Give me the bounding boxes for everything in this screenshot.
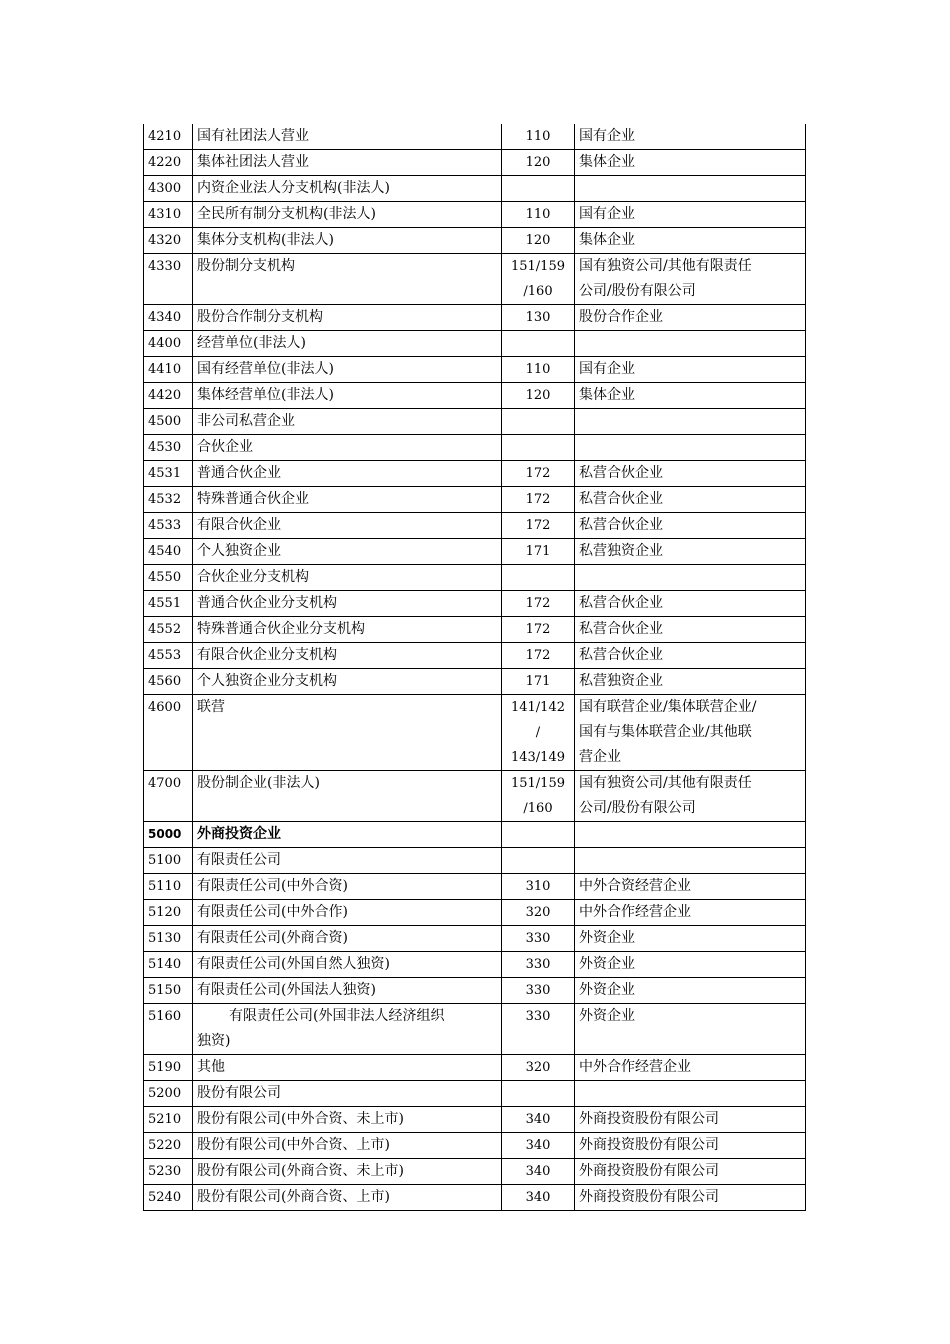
type-number-cell: 120 xyxy=(502,228,575,254)
type-number-cell: 320 xyxy=(502,900,575,926)
name-cell: 个人独资企业分支机构 xyxy=(193,669,502,695)
name-line-2: 独资) xyxy=(197,1033,231,1049)
category-cell xyxy=(575,176,806,202)
table-row xyxy=(144,435,806,461)
category-cell: 外商投资股份有限公司 xyxy=(575,1185,806,1211)
code-cell: 4210 xyxy=(144,124,193,150)
type-number-cell xyxy=(502,565,575,591)
table-row xyxy=(144,591,806,617)
code-cell: 4340 xyxy=(144,305,193,331)
category-cell: 国有企业 xyxy=(575,124,806,150)
table-row xyxy=(144,1159,806,1185)
name-line-1: 有限责任公司(外国非法人经济组织 xyxy=(229,1008,445,1024)
name-cell: 国有经营单位(非法人) xyxy=(193,357,502,383)
name-cell: 有限责任公司(外国自然人独资) xyxy=(193,952,502,978)
name-cell: 有限责任公司(外国法人独资) xyxy=(193,978,502,1004)
name-cell: 其他 xyxy=(193,1055,502,1081)
table-row xyxy=(144,822,806,848)
category-cell xyxy=(575,848,806,874)
name-cell: 外商投资企业 xyxy=(193,822,502,848)
code-cell: 4310 xyxy=(144,202,193,228)
name-cell: 经营单位(非法人) xyxy=(193,331,502,357)
type-number-cell: 172 xyxy=(502,617,575,643)
name-cell: 股份制企业(非法人) xyxy=(193,771,502,822)
table-row xyxy=(144,305,806,331)
category-cell: 私营合伙企业 xyxy=(575,591,806,617)
code-cell: 4600 xyxy=(144,695,193,771)
type-number-cell: 340 xyxy=(502,1133,575,1159)
type-number-cell: 110 xyxy=(502,202,575,228)
name-cell: 集体分支机构(非法人) xyxy=(193,228,502,254)
category-cell: 国有独资公司/其他有限责任 公司/股份有限公司 xyxy=(575,771,806,822)
category-cell: 集体企业 xyxy=(575,383,806,409)
category-cell: 集体企业 xyxy=(575,228,806,254)
code-cell: 5100 xyxy=(144,848,193,874)
table-row xyxy=(144,357,806,383)
name-cell: 集体经营单位(非法人) xyxy=(193,383,502,409)
name-cell: 特殊普通合伙企业分支机构 xyxy=(193,617,502,643)
type-number-cell: 172 xyxy=(502,643,575,669)
table-row xyxy=(144,124,806,150)
name-cell: 股份有限公司(中外合资、上市) xyxy=(193,1133,502,1159)
table-row xyxy=(144,254,806,305)
type-number-cell xyxy=(502,409,575,435)
type-number-cell: 330 xyxy=(502,926,575,952)
name-cell: 普通合伙企业 xyxy=(193,461,502,487)
table-row xyxy=(144,643,806,669)
table-row xyxy=(144,176,806,202)
name-cell xyxy=(193,1004,502,1055)
table-row xyxy=(144,771,806,822)
type-number-cell xyxy=(502,822,575,848)
category-cell: 外资企业 xyxy=(575,926,806,952)
name-cell: 股份合作制分支机构 xyxy=(193,305,502,331)
code-cell: 4540 xyxy=(144,539,193,565)
type-number-cell: 141/142 / 143/149 xyxy=(502,695,575,771)
name-cell: 股份有限公司(外商合资、未上市) xyxy=(193,1159,502,1185)
type-number-cell xyxy=(502,848,575,874)
table-row xyxy=(144,978,806,1004)
type-number-cell: 330 xyxy=(502,952,575,978)
code-cell: 4320 xyxy=(144,228,193,254)
code-cell: 4530 xyxy=(144,435,193,461)
name-cell: 特殊普通合伙企业 xyxy=(193,487,502,513)
name-cell: 有限合伙企业 xyxy=(193,513,502,539)
type-number-cell: 172 xyxy=(502,513,575,539)
category-cell xyxy=(575,565,806,591)
code-cell: 5000 xyxy=(144,822,193,848)
code-cell: 4330 xyxy=(144,254,193,305)
table-row xyxy=(144,383,806,409)
type-number-cell: 171 xyxy=(502,669,575,695)
name-cell: 联营 xyxy=(193,695,502,771)
category-cell: 国有独资公司/其他有限责任 公司/股份有限公司 xyxy=(575,254,806,305)
code-cell: 5230 xyxy=(144,1159,193,1185)
category-cell: 集体企业 xyxy=(575,150,806,176)
category-cell: 国有企业 xyxy=(575,357,806,383)
type-number-cell: 130 xyxy=(502,305,575,331)
table-row xyxy=(144,1185,806,1211)
code-cell: 4400 xyxy=(144,331,193,357)
code-cell: 4552 xyxy=(144,617,193,643)
code-cell: 5120 xyxy=(144,900,193,926)
type-number-cell xyxy=(502,1081,575,1107)
type-number-cell: 172 xyxy=(502,591,575,617)
name-cell: 股份有限公司(外商合资、上市) xyxy=(193,1185,502,1211)
type-number-cell: 120 xyxy=(502,383,575,409)
category-cell: 外商投资股份有限公司 xyxy=(575,1133,806,1159)
category-cell: 私营独资企业 xyxy=(575,669,806,695)
category-cell: 外资企业 xyxy=(575,978,806,1004)
table-row xyxy=(144,487,806,513)
table-row xyxy=(144,565,806,591)
category-cell: 外资企业 xyxy=(575,952,806,978)
name-cell: 非公司私营企业 xyxy=(193,409,502,435)
type-number-cell: 330 xyxy=(502,978,575,1004)
table-row xyxy=(144,900,806,926)
code-cell: 5160 xyxy=(144,1004,193,1055)
category-cell: 中外合作经营企业 xyxy=(575,900,806,926)
type-number-cell: 110 xyxy=(502,357,575,383)
table-row xyxy=(144,228,806,254)
name-cell: 有限责任公司(外商合资) xyxy=(193,926,502,952)
table-row xyxy=(144,202,806,228)
code-cell: 4532 xyxy=(144,487,193,513)
code-cell: 4420 xyxy=(144,383,193,409)
type-number-cell: 151/159 /160 xyxy=(502,254,575,305)
name-cell: 个人独资企业 xyxy=(193,539,502,565)
code-cell: 5240 xyxy=(144,1185,193,1211)
name-cell: 有限合伙企业分支机构 xyxy=(193,643,502,669)
code-cell: 4553 xyxy=(144,643,193,669)
table-row xyxy=(144,331,806,357)
type-number-cell: 340 xyxy=(502,1107,575,1133)
category-cell: 外商投资股份有限公司 xyxy=(575,1107,806,1133)
table-row xyxy=(144,617,806,643)
code-cell: 4500 xyxy=(144,409,193,435)
table-row xyxy=(144,539,806,565)
code-cell: 5220 xyxy=(144,1133,193,1159)
type-number-cell: 310 xyxy=(502,874,575,900)
category-cell: 私营合伙企业 xyxy=(575,487,806,513)
category-cell xyxy=(575,409,806,435)
table-row xyxy=(144,874,806,900)
code-cell: 4531 xyxy=(144,461,193,487)
type-number-cell: 110 xyxy=(502,124,575,150)
category-cell xyxy=(575,822,806,848)
table-row xyxy=(144,1133,806,1159)
table-row xyxy=(144,669,806,695)
category-cell: 国有联营企业/集体联营企业/ 国有与集体联营企业/其他联 营企业 xyxy=(575,695,806,771)
code-cell: 4550 xyxy=(144,565,193,591)
type-number-cell: 320 xyxy=(502,1055,575,1081)
type-number-cell: 171 xyxy=(502,539,575,565)
code-cell: 4410 xyxy=(144,357,193,383)
name-cell: 国有社团法人营业 xyxy=(193,124,502,150)
name-cell: 集体社团法人营业 xyxy=(193,150,502,176)
code-cell: 4220 xyxy=(144,150,193,176)
type-number-cell: 120 xyxy=(502,150,575,176)
code-cell: 5140 xyxy=(144,952,193,978)
table-row xyxy=(144,513,806,539)
type-number-cell: 340 xyxy=(502,1185,575,1211)
name-cell: 合伙企业 xyxy=(193,435,502,461)
name-cell: 股份有限公司(中外合资、未上市) xyxy=(193,1107,502,1133)
code-cell: 5110 xyxy=(144,874,193,900)
category-cell: 私营合伙企业 xyxy=(575,617,806,643)
category-cell: 私营独资企业 xyxy=(575,539,806,565)
name-cell: 内资企业法人分支机构(非法人) xyxy=(193,176,502,202)
table-row xyxy=(144,848,806,874)
category-cell: 股份合作企业 xyxy=(575,305,806,331)
table-row xyxy=(144,695,806,771)
enterprise-type-code-table xyxy=(143,124,806,1211)
code-cell: 5150 xyxy=(144,978,193,1004)
category-cell xyxy=(575,435,806,461)
name-cell: 股份制分支机构 xyxy=(193,254,502,305)
type-number-cell xyxy=(502,331,575,357)
category-cell: 私营合伙企业 xyxy=(575,513,806,539)
table-row xyxy=(144,1004,806,1055)
name-cell: 普通合伙企业分支机构 xyxy=(193,591,502,617)
table-row xyxy=(144,1081,806,1107)
type-number-cell: 151/159 /160 xyxy=(502,771,575,822)
code-cell: 4700 xyxy=(144,771,193,822)
code-cell: 5190 xyxy=(144,1055,193,1081)
name-cell: 全民所有制分支机构(非法人) xyxy=(193,202,502,228)
category-cell: 外商投资股份有限公司 xyxy=(575,1159,806,1185)
table-row xyxy=(144,461,806,487)
name-cell: 股份有限公司 xyxy=(193,1081,502,1107)
type-number-cell xyxy=(502,176,575,202)
type-number-cell: 340 xyxy=(502,1159,575,1185)
table-row xyxy=(144,409,806,435)
table-row xyxy=(144,150,806,176)
name-cell: 有限责任公司(中外合资) xyxy=(193,874,502,900)
type-number-cell xyxy=(502,435,575,461)
category-cell xyxy=(575,331,806,357)
code-cell: 5130 xyxy=(144,926,193,952)
category-cell: 中外合资经营企业 xyxy=(575,874,806,900)
name-cell: 有限责任公司(中外合作) xyxy=(193,900,502,926)
code-cell: 5200 xyxy=(144,1081,193,1107)
type-number-cell: 172 xyxy=(502,487,575,513)
category-cell: 私营合伙企业 xyxy=(575,643,806,669)
category-cell: 国有企业 xyxy=(575,202,806,228)
category-cell xyxy=(575,1081,806,1107)
table-row xyxy=(144,1055,806,1081)
code-cell: 4551 xyxy=(144,591,193,617)
code-cell: 4560 xyxy=(144,669,193,695)
category-cell: 中外合作经营企业 xyxy=(575,1055,806,1081)
code-cell: 4300 xyxy=(144,176,193,202)
table-row xyxy=(144,952,806,978)
name-cell: 有限责任公司 xyxy=(193,848,502,874)
type-number-cell: 330 xyxy=(502,1004,575,1055)
code-cell: 5210 xyxy=(144,1107,193,1133)
type-number-cell: 172 xyxy=(502,461,575,487)
code-cell: 4533 xyxy=(144,513,193,539)
name-cell: 合伙企业分支机构 xyxy=(193,565,502,591)
table-row xyxy=(144,926,806,952)
category-cell: 外资企业 xyxy=(575,1004,806,1055)
table-row xyxy=(144,1107,806,1133)
category-cell: 私营合伙企业 xyxy=(575,461,806,487)
